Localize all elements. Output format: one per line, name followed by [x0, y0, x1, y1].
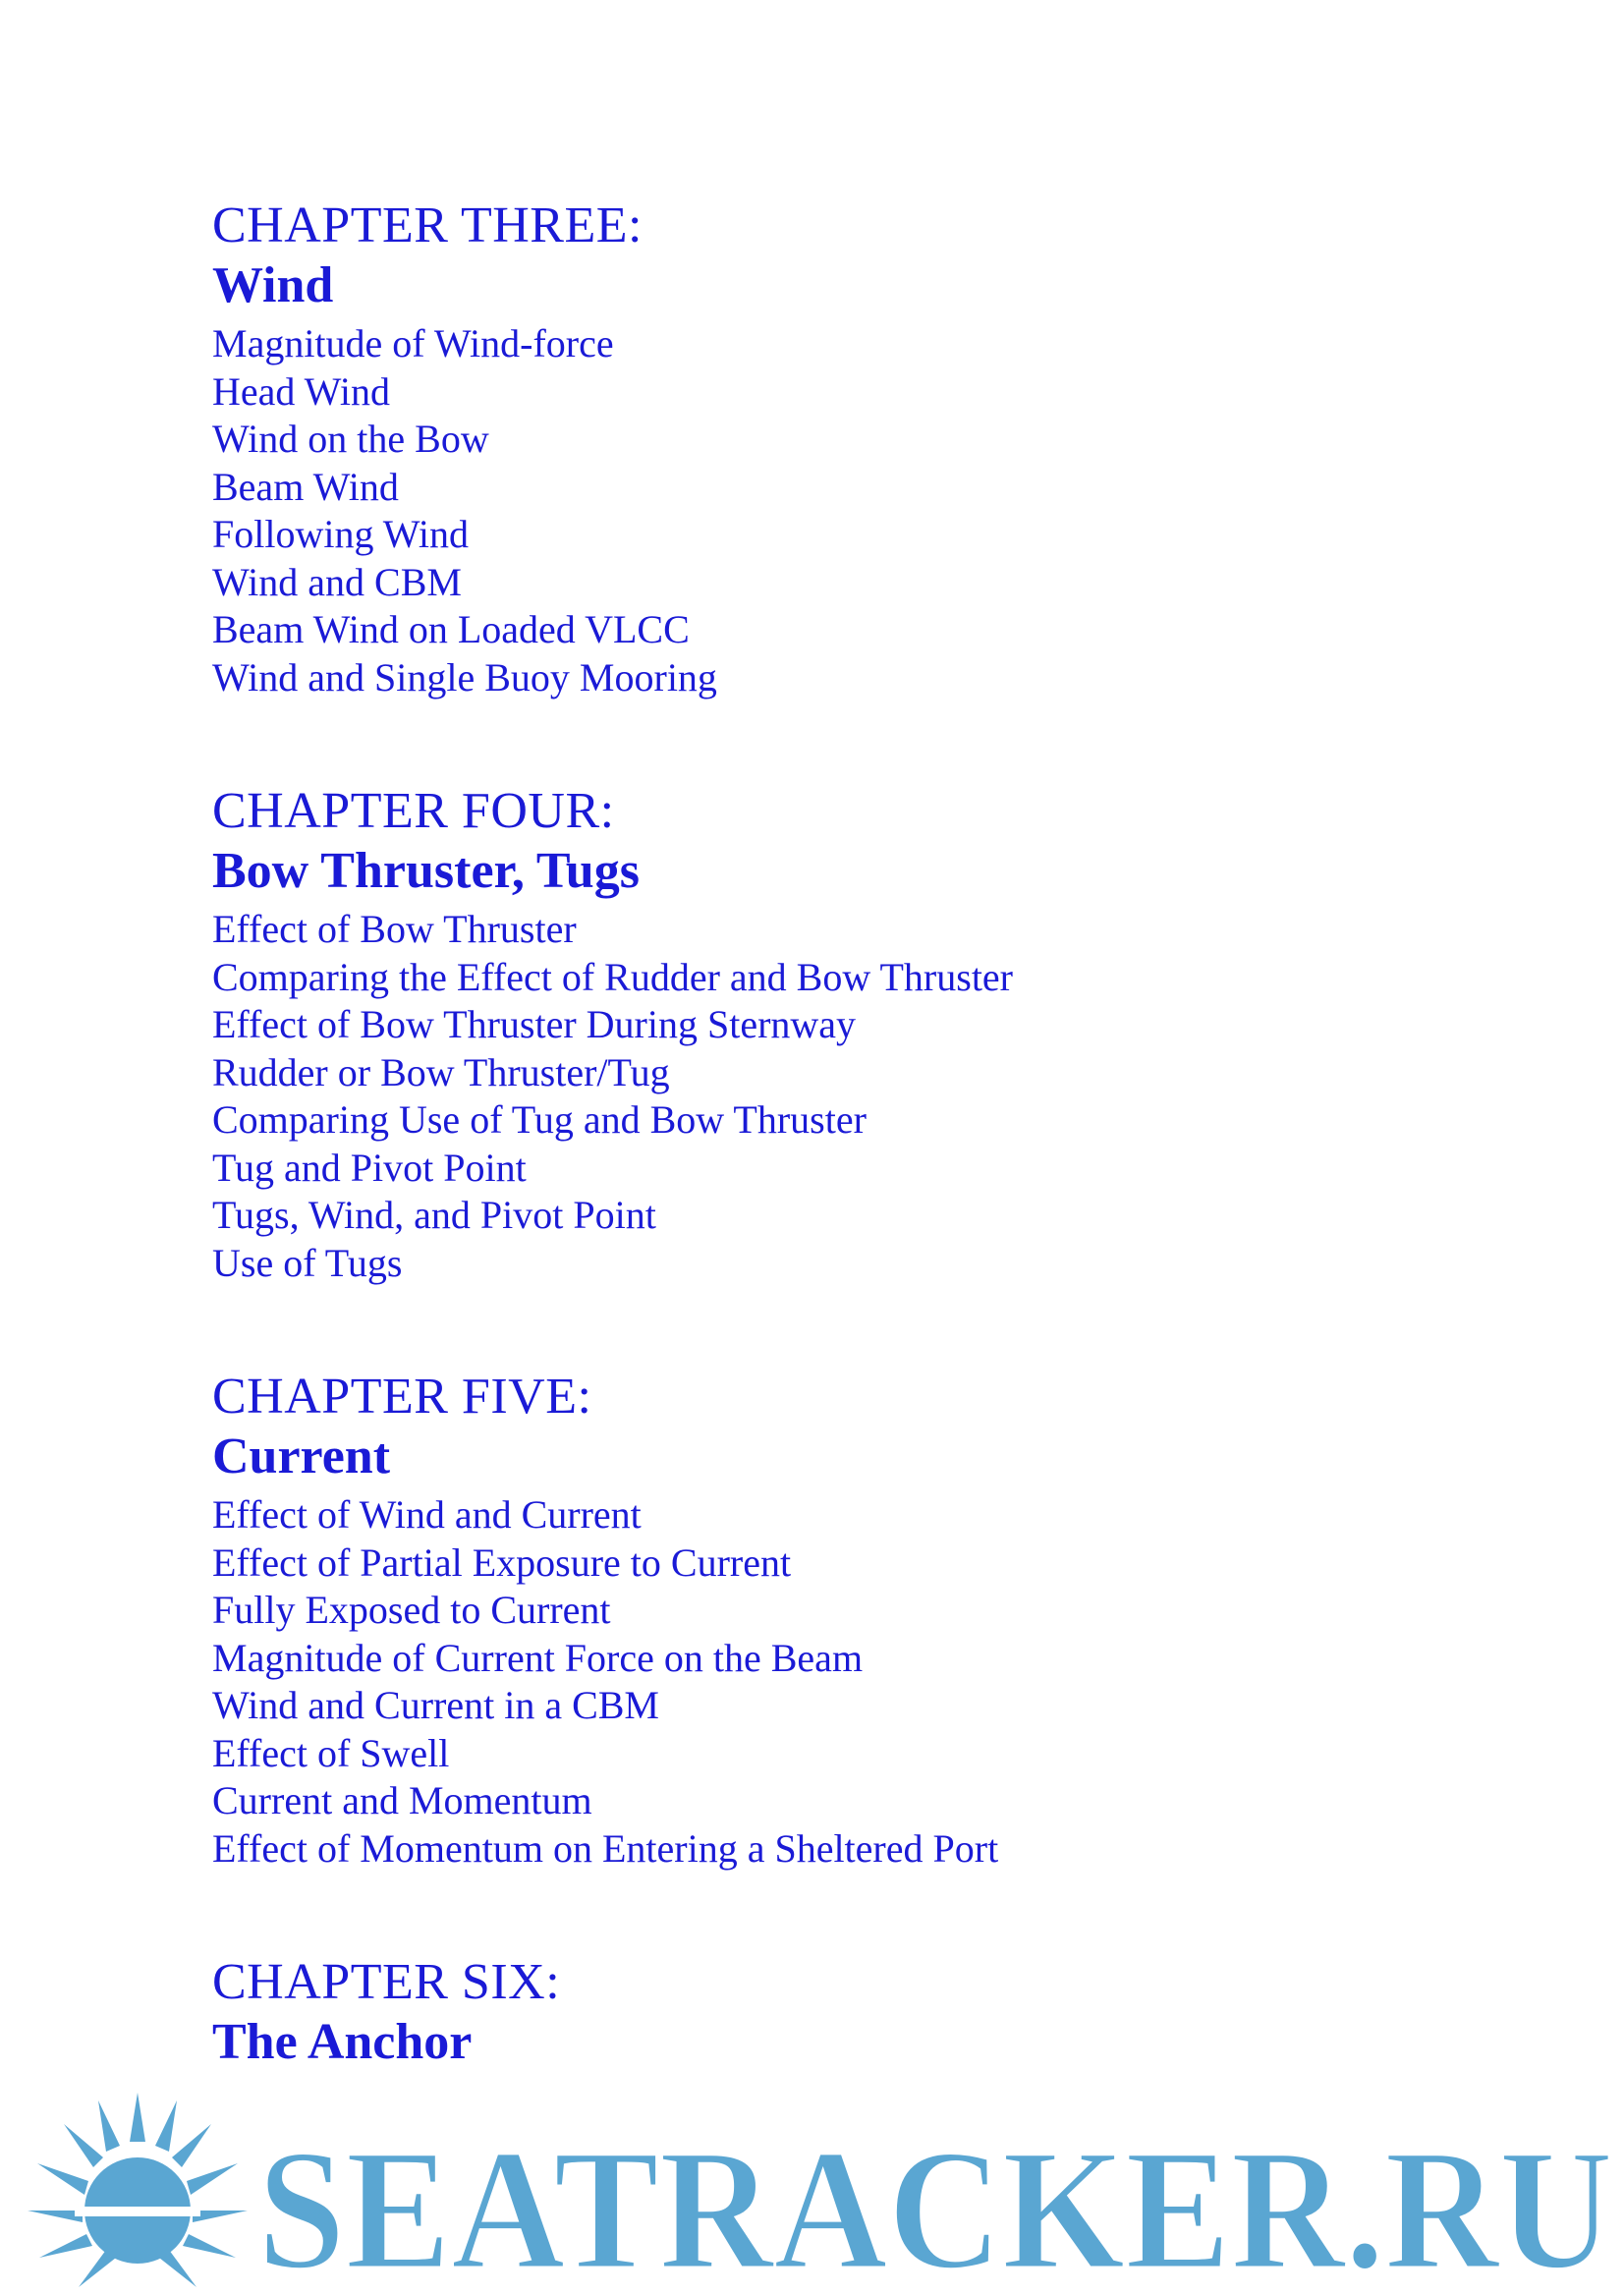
- topic-item: Wind on the Bow: [212, 417, 489, 461]
- chapter-label: CHAPTER THREE:: [212, 197, 643, 253]
- topic-item: Effect of Bow Thruster During Sternway: [212, 1002, 857, 1046]
- topic-item: Effect of Partial Exposure to Current: [212, 1539, 792, 1585]
- topic-item: Wind and CBM: [212, 559, 462, 604]
- topic-item: Tugs, Wind, and Pivot Point: [212, 1193, 656, 1237]
- topic-item: Effect of Swell: [212, 1730, 450, 1775]
- topic-item: Effect of Momentum on Entering a Sheltered Port: [212, 1825, 999, 1871]
- chapter-label: CHAPTER FIVE:: [212, 1369, 592, 1425]
- chapter-six: [212, 1953, 560, 2077]
- topic-item: Beam Wind: [212, 464, 399, 509]
- chapter-title: The Anchor: [212, 2014, 473, 2070]
- chapter-title: Bow Thruster, Tugs: [212, 843, 640, 899]
- topic-item: Effect of Wind and Current: [212, 1492, 642, 1537]
- watermark: [0, 2073, 1624, 2295]
- topic-item: Use of Tugs: [212, 1240, 403, 1285]
- topic-item: Comparing the Effect of Rudder and Bow Thruster: [212, 954, 1013, 999]
- chapter-three: [212, 196, 717, 701]
- topic-item: Head Wind: [212, 368, 390, 414]
- chapter-title: Wind: [212, 257, 334, 313]
- topic-item: Magnitude of Current Force on the Beam: [212, 1635, 864, 1680]
- topic-item: Effect of Bow Thruster: [212, 907, 577, 951]
- sun-logo-icon: [20, 2073, 255, 2295]
- topic-item: Rudder or Bow Thruster/Tug: [212, 1049, 670, 1094]
- topic-item: Magnitude of Wind-force: [212, 321, 614, 365]
- chapter-label: CHAPTER FOUR:: [212, 783, 615, 839]
- topic-item: Following Wind: [212, 512, 470, 556]
- topic-list: [212, 906, 1013, 1287]
- topic-item: Current and Momentum: [212, 1778, 592, 1822]
- topic-item: Beam Wind on Loaded VLCC: [212, 607, 690, 651]
- watermark-text: [257, 2134, 1623, 2281]
- chapter-five: [212, 1368, 998, 1873]
- topic-list: [212, 1491, 998, 1873]
- topic-item: Wind and Single Buoy Mooring: [212, 654, 717, 700]
- topic-item: Wind and Current in a CBM: [212, 1683, 659, 1727]
- chapter-label: CHAPTER SIX:: [212, 1954, 561, 2010]
- topic-item: Tug and Pivot Point: [212, 1145, 527, 1190]
- topic-item: Comparing Use of Tug and Bow Thruster: [212, 1097, 867, 1142]
- topic-list: [212, 320, 717, 701]
- watermark-label: SEATRACKER.RU: [257, 2134, 1613, 2281]
- chapter-four: [212, 782, 1013, 1287]
- chapter-title: Current: [212, 1428, 391, 1484]
- topic-item: Fully Exposed to Current: [212, 1588, 611, 1632]
